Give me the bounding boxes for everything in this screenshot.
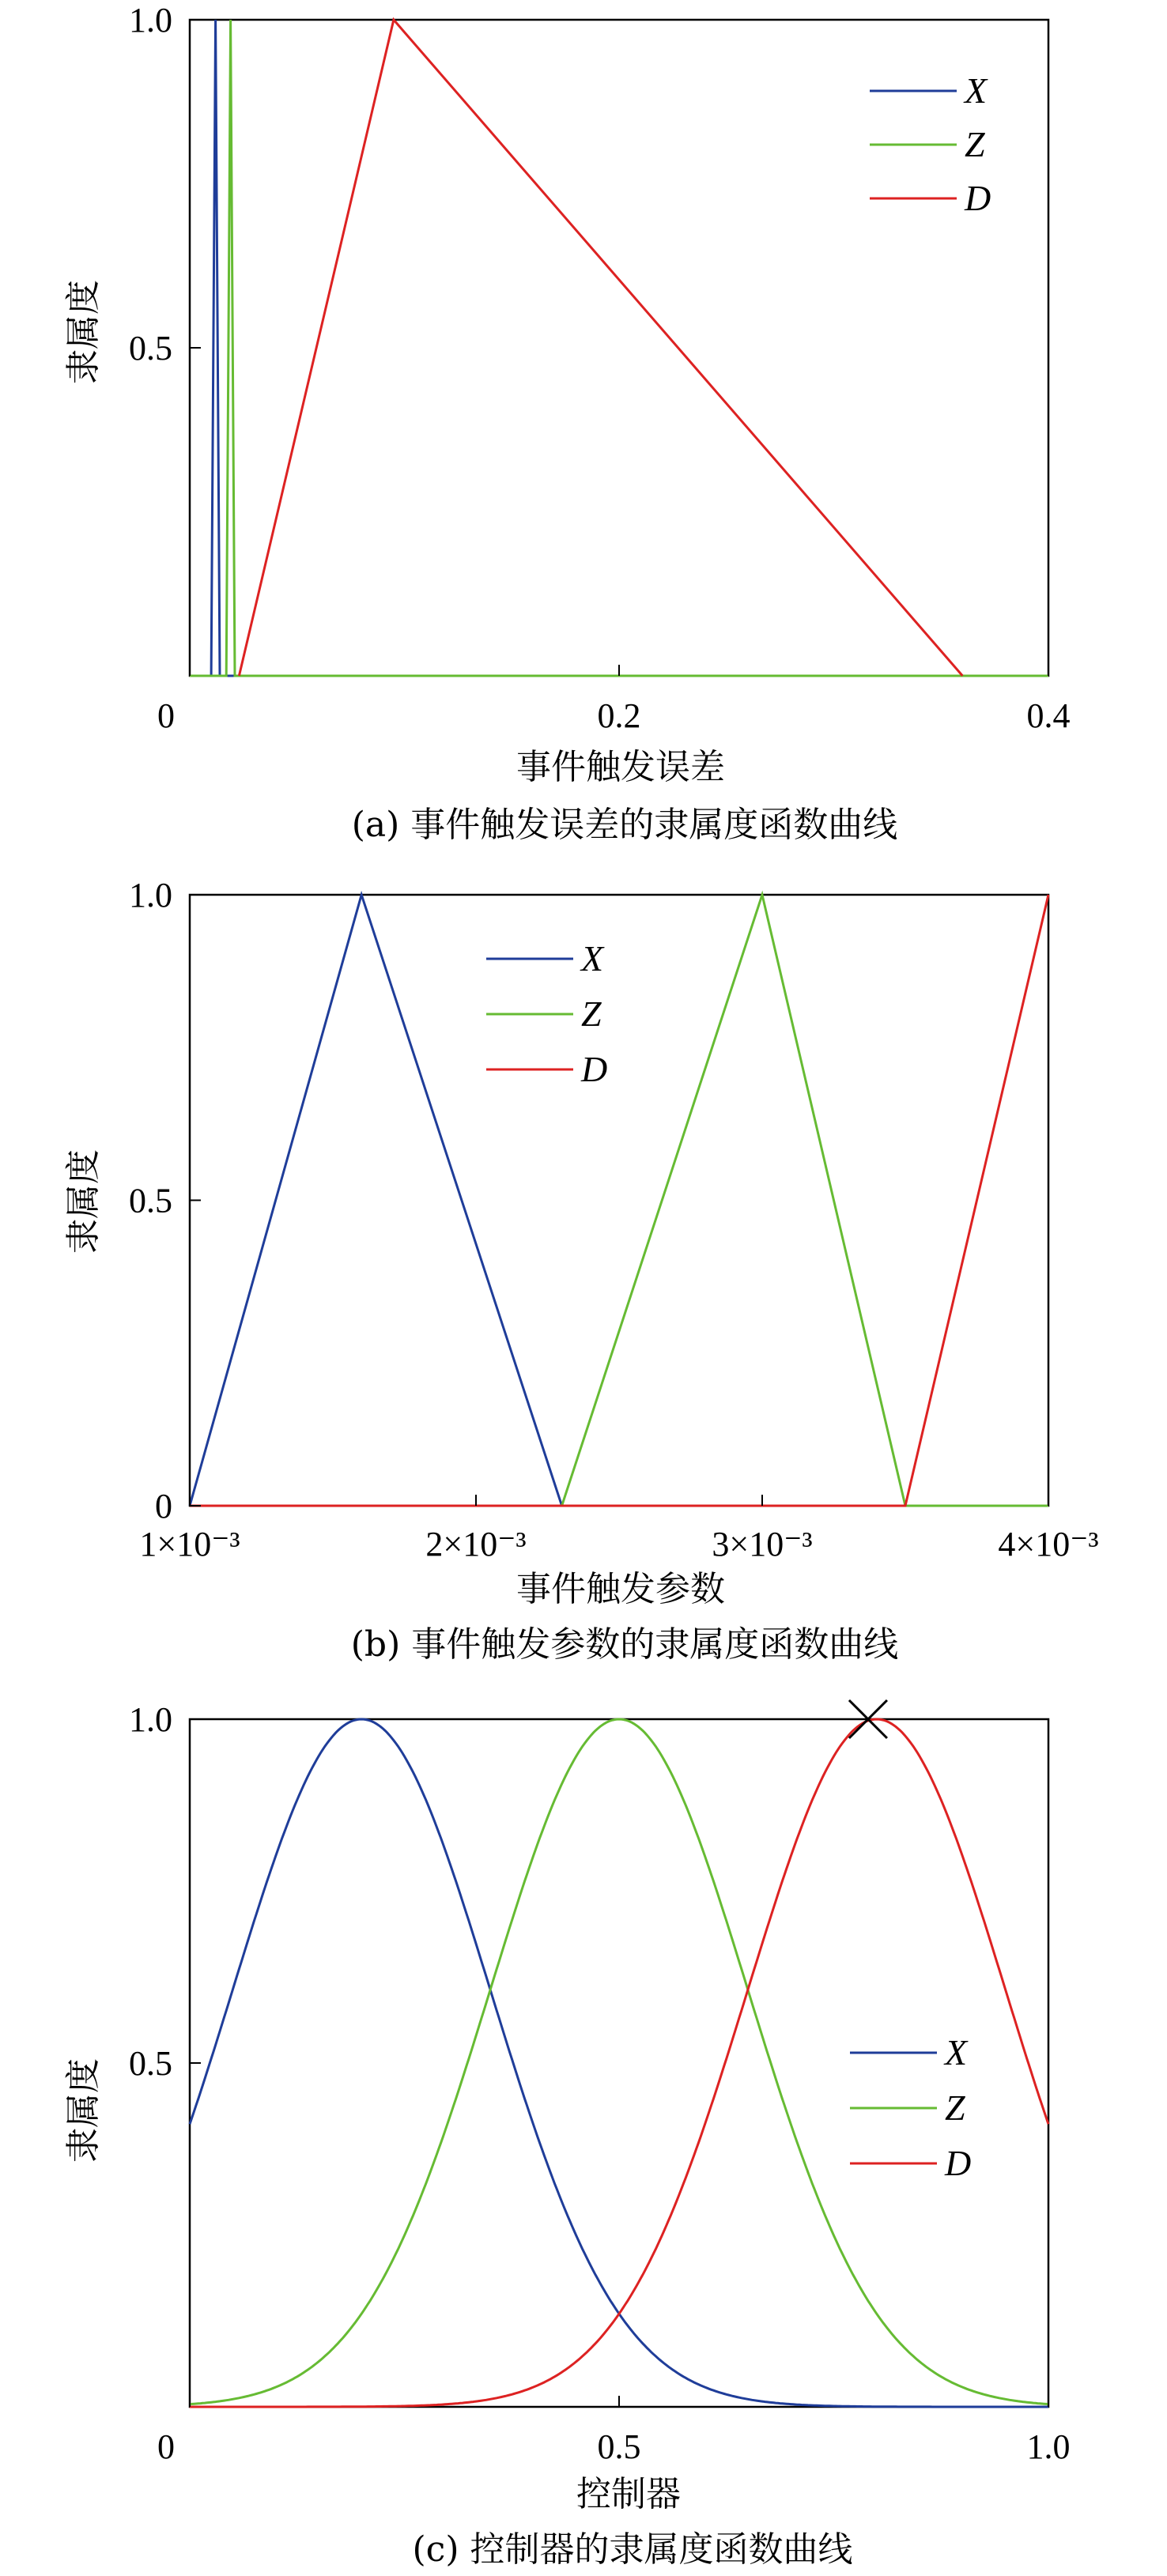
chart-c-legend-label-d: D <box>945 2143 972 2183</box>
chart-c-origin-tick-label: 0 <box>157 2427 175 2466</box>
chart-b-plot-area <box>129 876 1099 1563</box>
chart-c-x-tick-label: 1.0 <box>1026 2427 1071 2466</box>
chart-a-caption: (a) 事件触发误差的隶属度函数曲线 <box>351 805 898 845</box>
chart-c-legend-label-z: Z <box>945 2088 965 2128</box>
chart-b-legend <box>486 938 607 1089</box>
chart-a-x-tick-label: 0.4 <box>1026 696 1071 735</box>
chart-b-y-tick-label: 0.5 <box>129 1181 172 1220</box>
chart-a-xlabel: 事件触发误差 <box>516 747 725 787</box>
chart-b-caption: (b) 事件触发参数的隶属度函数曲线 <box>350 1624 899 1665</box>
chart-a-series-x-line <box>190 20 1048 676</box>
chart-a <box>0 0 1167 869</box>
chart-c-legend-label-x: X <box>945 2032 968 2072</box>
chart-b-legend-label-z: Z <box>581 994 602 1034</box>
chart-c-xlabel: 控制器 <box>576 2474 681 2514</box>
chart-c-caption: (c) 控制器的隶属度函数曲线 <box>412 2529 853 2570</box>
chart-c <box>0 1692 1167 2576</box>
chart-b <box>0 869 1167 1692</box>
chart-c-series-z-line <box>190 1719 1048 2404</box>
chart-a-panel <box>0 0 1167 869</box>
chart-c-plot-area <box>129 1700 1071 2466</box>
chart-b-panel <box>0 869 1167 1692</box>
chart-a-y-tick-label: 1.0 <box>129 1 172 40</box>
chart-a-legend-label-d: D <box>965 178 991 218</box>
chart-b-x-tick-label: 2×10⁻³ <box>425 1525 527 1563</box>
chart-a-origin-tick-label: 0 <box>157 696 175 735</box>
chart-a-x-tick-label: 0.2 <box>597 696 641 735</box>
chart-c-ylabel: 隶属度 <box>63 2058 104 2163</box>
chart-b-series-z-line <box>190 895 1048 1506</box>
chart-b-frame <box>190 895 1048 1506</box>
chart-b-ylabel: 隶属度 <box>63 1149 104 1254</box>
chart-b-x-tick-label: 4×10⁻³ <box>998 1525 1099 1563</box>
chart-b-legend-label-d: D <box>581 1049 608 1089</box>
chart-c-series-x-line <box>190 1719 1048 2407</box>
chart-b-y-tick-label: 1.0 <box>129 876 172 915</box>
chart-a-ylabel: 隶属度 <box>63 280 104 384</box>
chart-b-xlabel: 事件触发参数 <box>516 1569 725 1609</box>
chart-a-plot-area <box>129 1 1071 735</box>
chart-b-series-d-line <box>190 895 1048 1506</box>
chart-a-series-z-line <box>190 20 1048 676</box>
chart-c-y-tick-label: 1.0 <box>129 1700 172 1739</box>
chart-c-series-d-line <box>190 1719 1048 2407</box>
chart-a-series-d-line <box>239 20 962 676</box>
chart-a-y-tick-label: 0.5 <box>129 329 172 368</box>
chart-a-legend-label-x: X <box>965 70 988 111</box>
chart-a-legend-label-z: Z <box>965 124 985 164</box>
chart-c-legend <box>850 2032 971 2183</box>
chart-b-x-tick-label: 1×10⁻³ <box>139 1525 240 1563</box>
chart-a-frame <box>190 20 1048 676</box>
chart-c-y-tick-label: 0.5 <box>129 2044 172 2083</box>
chart-a-legend <box>870 70 991 218</box>
chart-c-x-tick-label: 0.5 <box>597 2427 641 2466</box>
chart-b-x-tick-label: 3×10⁻³ <box>712 1525 813 1563</box>
chart-c-panel <box>0 1692 1167 2576</box>
chart-b-legend-label-x: X <box>581 938 604 979</box>
chart-b-y-tick-label: 0 <box>155 1487 172 1526</box>
chart-c-frame <box>190 1719 1048 2407</box>
chart-b-series-x-line <box>190 895 1048 1506</box>
